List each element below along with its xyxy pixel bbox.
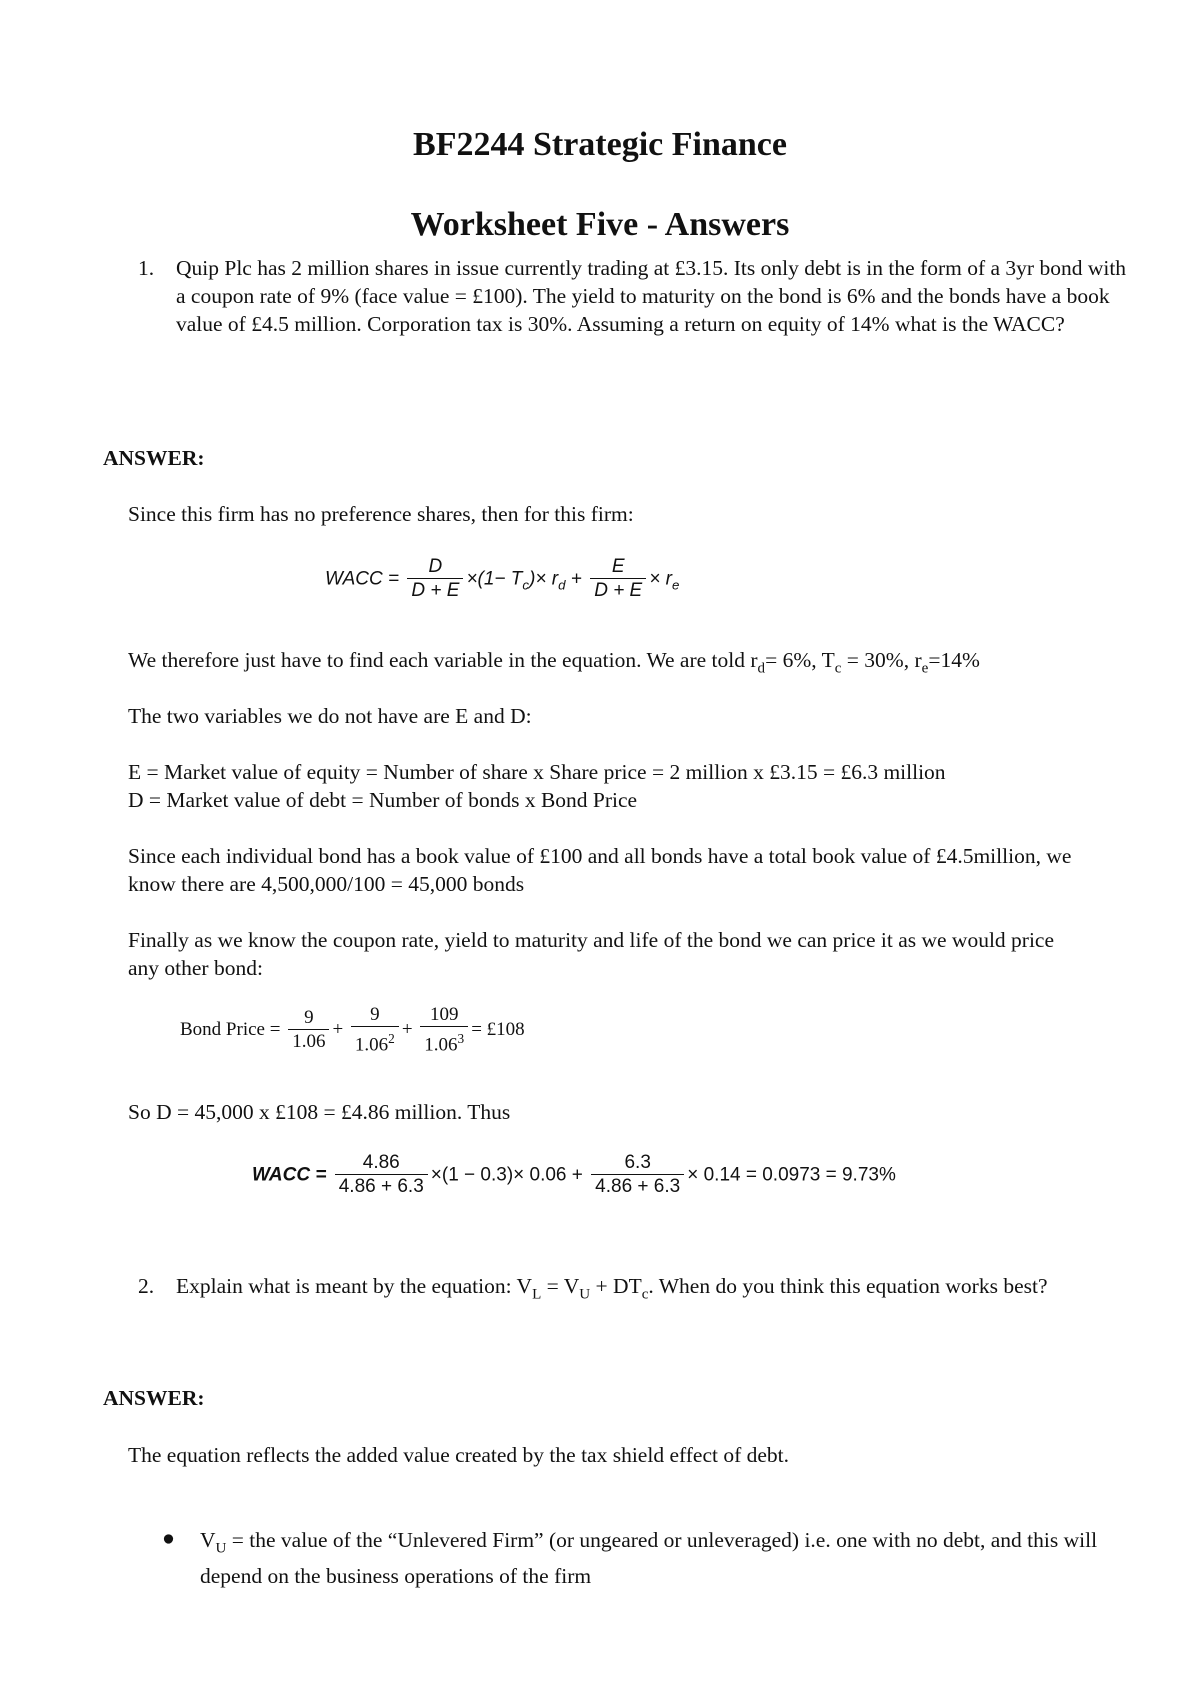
paragraph: Since each individual bond has a book value of £100 and all bonds have a total book value of £4.5million, we know there are 4,500,000/100 = 45,000 bonds [128,844,1072,896]
plus-sign: + [401,1019,413,1041]
exponent: 3 [457,1031,465,1046]
paragraph: Finally as we know the coupon rate, yield to maturity and life of the bond we can price it as we would price any other bond: [128,928,1055,980]
paragraph: Since this firm has no preference shares, then for this firm: [128,502,634,526]
subscript: U [579,1286,591,1303]
text-run: + DT [590,1274,642,1298]
base: 1.06 [354,1034,389,1056]
text-run: = the value of the “Unlevered Firm” (or ungeared or unleveraged) i.e. one with no debt, and this will depend on the business operations of the firm [200,1528,1098,1589]
fraction-debt [407,556,463,603]
text-run: =14% [928,648,980,672]
text-run: V [200,1528,216,1552]
question-number: 2. [138,1274,155,1298]
denominator: D + E [407,578,463,603]
question-text [176,1272,1076,1308]
denominator: 1.06 [288,1029,329,1054]
denominator: 4.86 + 6.3 [591,1174,684,1199]
formula-result: × 0.14 = 0.0973 = 9.73% [687,1164,896,1186]
text-run: = 6%, T [765,648,835,672]
numerator: 9 [370,1004,380,1025]
denominator: 4.86 + 6.3 [335,1174,428,1199]
document-title: BF2244 Strategic Finance [413,126,787,163]
paragraph: The equation reflects the added value created by the tax shield effect of debt. [128,1443,790,1467]
denominator: D + E [590,578,646,603]
answer-label: ANSWER: [103,1386,205,1410]
subscript: c [522,577,530,593]
fraction [288,1007,329,1054]
formula-lhs: Bond Price = [180,1019,281,1041]
answer-label: ANSWER: [103,446,205,470]
subscript: e [671,577,680,593]
formula-term: )× r [529,568,559,590]
debt-line: D = Market value of debt = Number of bonds x Bond Price [128,788,638,812]
text-run: = 30%, r [841,648,922,672]
bullet-icon: ● [162,1526,175,1550]
subscript: U [215,1540,227,1557]
paragraph [128,758,1088,814]
base: 1.06 [424,1034,458,1056]
document-subtitle: Worksheet Five - Answers [410,206,790,243]
subscript: e [921,660,929,677]
paragraph: The two variables we do not have are E and D: [128,704,532,728]
wacc-formula [325,556,679,603]
paragraph [128,646,1088,682]
text-run: = V [541,1274,580,1298]
wacc-calculation [252,1152,896,1199]
bullet-text [200,1526,1100,1590]
paragraph: So D = 45,000 x £108 = £4.86 million. Thus [128,1100,511,1124]
plus-sign: + [570,568,582,590]
fraction [420,1004,468,1057]
plus-sign: + [332,1019,344,1041]
question-number: 1. [138,256,155,280]
formula-term: ×(1 − 0.3)× 0.06 + [430,1164,583,1186]
subscript: c [834,660,842,677]
formula-lhs: WACC = [252,1164,327,1186]
text-run: . When do you think this equation works best? [648,1274,1048,1298]
fraction-equity [590,556,646,603]
exponent: 2 [388,1031,395,1046]
numerator: 109 [429,1004,459,1025]
fraction [351,1004,399,1057]
text-run: We therefore just have to find each variable in the equation. We are told r [128,648,758,672]
numerator: 9 [304,1007,314,1029]
formula-result: = £108 [471,1019,525,1041]
numerator: 6.3 [624,1152,651,1173]
subscript: d [558,577,566,593]
fraction [591,1152,684,1199]
denominator [351,1026,399,1057]
question-text: Quip Plc has 2 million shares in issue currently trading at £3.15. Its only debt is in the form of a 3yr bond with a coupon rate of 9% (face value = £100). The yield to maturity on the bond is 6% and the bonds have a book value of £4.5 million. Corporation tax is 30%. Assuming a return on equity of 14% what is the WACC? [176,256,1127,336]
numerator: 4.86 [362,1152,400,1173]
subscript: L [532,1286,542,1303]
denominator [420,1026,468,1057]
formula-lhs: WACC = [325,568,400,590]
formula-term: ×(1− T [466,568,523,590]
subscript: d [757,660,766,677]
text-run: Explain what is meant by the equation: V [176,1274,533,1298]
formula-term: × r [649,568,672,590]
equity-line: E = Market value of equity = Number of share x Share price = 2 million x £3.15 = £6.3 million [128,760,946,784]
fraction [335,1152,428,1199]
bond-price-formula [180,1004,525,1057]
subscript: c [641,1286,649,1303]
numerator: E [611,556,625,577]
numerator: D [428,556,443,577]
